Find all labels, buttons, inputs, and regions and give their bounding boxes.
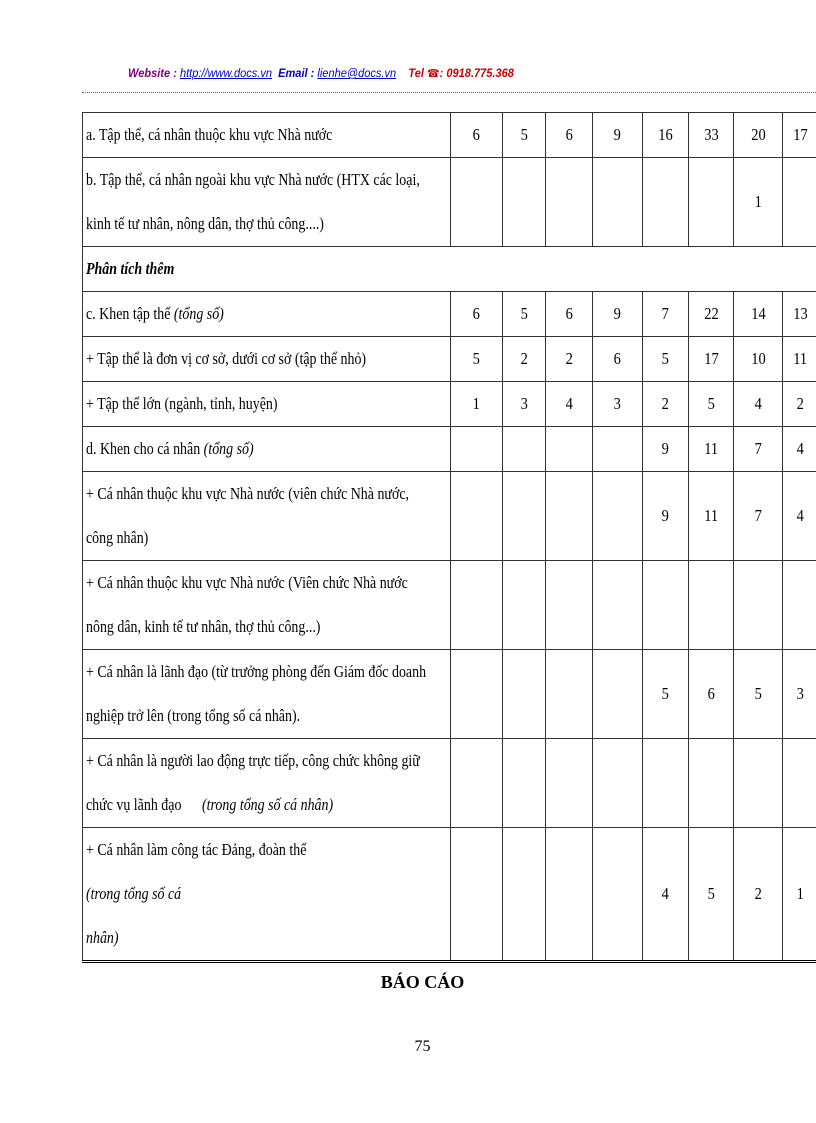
table-row	[83, 337, 816, 382]
value-cell	[643, 158, 689, 247]
value-cell	[734, 739, 783, 828]
value-cell	[593, 650, 643, 739]
cell-value: 6	[472, 125, 481, 144]
table-row	[83, 382, 816, 427]
row-label-text: kinh tế tư nhân, nông dân, thợ thủ công....)	[86, 214, 324, 233]
cell-value: 5	[754, 684, 762, 703]
cell-value: 7	[754, 439, 762, 458]
value-cell	[451, 739, 503, 828]
row-label	[83, 337, 451, 382]
table-row	[83, 472, 816, 561]
value-cell	[689, 561, 734, 650]
value-cell	[451, 382, 503, 427]
value-cell	[503, 739, 546, 828]
cell-value: 4	[796, 439, 805, 458]
value-cell	[546, 292, 593, 337]
cell-value: 33	[703, 125, 719, 144]
value-cell	[546, 382, 593, 427]
value-cell	[783, 337, 816, 382]
cell-value: 9	[661, 506, 670, 525]
value-cell	[734, 158, 783, 247]
value-cell	[503, 828, 546, 962]
value-cell	[503, 382, 546, 427]
cell-value: 5	[661, 684, 670, 703]
row-label-text: công nhân)	[86, 528, 149, 547]
value-cell	[783, 427, 816, 472]
value-cell	[503, 650, 546, 739]
cell-value: 17	[793, 125, 808, 144]
value-cell	[503, 561, 546, 650]
row-label	[83, 561, 451, 650]
value-cell	[546, 650, 593, 739]
value-cell	[734, 828, 783, 962]
value-cell	[643, 113, 689, 158]
cell-value: 17	[703, 349, 719, 368]
value-cell	[546, 427, 593, 472]
cell-value: 10	[750, 349, 766, 368]
value-cell	[546, 561, 593, 650]
value-cell	[593, 739, 643, 828]
value-cell	[593, 427, 643, 472]
cell-value: 6	[565, 304, 573, 323]
row-label	[83, 650, 451, 739]
table-row	[83, 561, 816, 650]
cell-value: 9	[661, 439, 670, 458]
cell-value: 2	[661, 394, 670, 413]
table-row	[83, 739, 816, 828]
row-label-note: (trong tổng số cá	[86, 884, 182, 903]
value-cell	[734, 427, 783, 472]
cell-value: 4	[796, 506, 805, 525]
section-heading: Phân tích thêm	[86, 259, 175, 278]
value-cell	[546, 739, 593, 828]
cell-value: 20	[750, 125, 766, 144]
row-label	[83, 113, 451, 158]
cell-value: 13	[793, 304, 808, 323]
phone-number: : 0918.775.368	[439, 66, 514, 80]
value-cell	[451, 561, 503, 650]
value-cell	[593, 828, 643, 962]
value-cell	[783, 828, 816, 962]
statistics-table	[82, 112, 816, 963]
value-cell	[593, 113, 643, 158]
cell-value: 7	[661, 304, 670, 323]
row-label-text: + Cá nhân là lãnh đạo (từ trưởng phòng đến Giám đốc doanh	[86, 662, 427, 681]
value-cell	[734, 337, 783, 382]
value-cell	[503, 113, 546, 158]
website-label: Website :	[128, 66, 180, 80]
row-label	[83, 828, 451, 962]
value-cell	[734, 650, 783, 739]
cell-value: 3	[613, 394, 622, 413]
email-label: Email :	[278, 66, 318, 80]
row-label	[83, 472, 451, 561]
page-number: 75	[414, 1038, 431, 1055]
value-cell	[593, 472, 643, 561]
page-header	[128, 66, 514, 80]
table-row	[83, 292, 816, 337]
value-cell	[734, 292, 783, 337]
row-label-text: + Cá nhân thuộc khu vực Nhà nước (Viên chức Nhà nước	[86, 573, 408, 592]
value-cell	[643, 739, 689, 828]
value-cell	[451, 650, 503, 739]
value-cell	[546, 337, 593, 382]
value-cell	[783, 292, 816, 337]
value-cell	[593, 561, 643, 650]
table-row	[83, 247, 816, 292]
value-cell	[689, 739, 734, 828]
cell-value: 9	[613, 304, 622, 323]
value-cell	[546, 472, 593, 561]
row-label-note: nhân)	[86, 928, 119, 947]
value-cell	[546, 828, 593, 962]
value-cell	[783, 650, 816, 739]
value-cell	[643, 828, 689, 962]
phone-icon: ☎	[427, 68, 440, 80]
row-label	[83, 247, 816, 292]
value-cell	[643, 427, 689, 472]
value-cell	[783, 382, 816, 427]
row-label	[83, 427, 451, 472]
value-cell	[689, 427, 734, 472]
row-label-text: a. Tập thể, cá nhân thuộc khu vực Nhà nước	[86, 125, 333, 144]
row-label-text	[86, 292, 224, 336]
cell-value: 4	[661, 884, 670, 903]
cell-value: 6	[565, 125, 573, 144]
row-label-text: + Tập thể lớn (ngành, tỉnh, huyện)	[86, 394, 278, 413]
cell-value: 16	[658, 125, 673, 144]
report-title: BÁO CÁO	[380, 972, 465, 992]
cell-value: 1	[754, 192, 762, 211]
row-label-text: + Cá nhân thuộc khu vực Nhà nước (viên chức Nhà nước,	[86, 484, 410, 503]
value-cell	[689, 337, 734, 382]
value-cell	[734, 382, 783, 427]
value-cell	[451, 158, 503, 247]
row-label-main: c. Khen tập thể	[86, 304, 174, 323]
value-cell	[734, 472, 783, 561]
row-label-text: b. Tập thể, cá nhân ngoài khu vực Nhà nước (HTX các loại,	[86, 170, 420, 189]
cell-value: 5	[707, 884, 715, 903]
value-cell	[783, 113, 816, 158]
value-cell	[451, 828, 503, 962]
cell-value: 1	[796, 884, 805, 903]
cell-value: 1	[472, 394, 481, 413]
value-cell	[451, 292, 503, 337]
cell-value: 2	[754, 884, 762, 903]
value-cell	[451, 472, 503, 561]
cell-value: 6	[613, 349, 622, 368]
cell-value: 11	[704, 506, 718, 525]
row-label-note: (tổng số)	[173, 304, 224, 323]
cell-value: 4	[754, 394, 762, 413]
cell-value: 2	[565, 349, 573, 368]
value-cell	[689, 382, 734, 427]
cell-value: 3	[520, 394, 528, 413]
value-cell	[643, 292, 689, 337]
value-cell	[643, 337, 689, 382]
row-label	[83, 158, 451, 247]
value-cell	[643, 561, 689, 650]
cell-value: 4	[565, 394, 573, 413]
cell-value: 22	[703, 304, 719, 323]
row-label-text: + Cá nhân là người lao động trực tiếp, công chức không giữ	[86, 751, 420, 770]
tel-label: Tel	[408, 66, 428, 80]
email-link[interactable]: lienhe@docs.vn	[317, 66, 397, 80]
cell-value: 6	[472, 304, 481, 323]
value-cell	[783, 158, 816, 247]
value-cell	[689, 292, 734, 337]
cell-value: 3	[796, 684, 805, 703]
cell-value: 5	[472, 349, 481, 368]
row-label-text	[86, 427, 254, 471]
value-cell	[643, 382, 689, 427]
value-cell	[503, 427, 546, 472]
table-row	[83, 113, 816, 158]
row-label	[83, 739, 451, 828]
value-cell	[783, 561, 816, 650]
value-cell	[451, 427, 503, 472]
value-cell	[643, 472, 689, 561]
row-label-note: (trong tổng số cá nhân)	[202, 795, 334, 814]
cell-value: 5	[661, 349, 670, 368]
value-cell	[503, 337, 546, 382]
cell-value: 6	[707, 684, 715, 703]
cell-value: 5	[707, 394, 715, 413]
cell-value: 7	[754, 506, 762, 525]
value-cell	[689, 650, 734, 739]
value-cell	[734, 113, 783, 158]
table-row	[83, 650, 816, 739]
cell-value: 11	[793, 349, 808, 368]
row-label-text: nghiệp trở lên (trong tổng số cá nhân).	[86, 706, 301, 725]
row-label-text: + Cá nhân làm công tác Đảng, đoàn thể	[86, 840, 307, 859]
value-cell	[451, 113, 503, 158]
value-cell	[546, 113, 593, 158]
row-label	[83, 292, 451, 337]
value-cell	[783, 739, 816, 828]
website-link[interactable]: http://www.docs.vn	[179, 66, 272, 80]
table-row	[83, 828, 816, 962]
value-cell	[593, 292, 643, 337]
cell-value: 14	[750, 304, 766, 323]
cell-value: 5	[520, 304, 528, 323]
header-divider	[82, 92, 816, 93]
value-cell	[689, 472, 734, 561]
value-cell	[593, 158, 643, 247]
cell-value: 5	[520, 125, 528, 144]
row-label-text: + Tập thể là đơn vị cơ sở, dưới cơ sở (tập thể nhỏ)	[86, 349, 367, 368]
value-cell	[734, 561, 783, 650]
row-label	[83, 382, 451, 427]
value-cell	[689, 828, 734, 962]
row-label-text: nông dân, kinh tế tư nhân, thợ thủ công...)	[86, 617, 321, 636]
row-label-note: (tổng số)	[203, 439, 254, 458]
table-row	[83, 427, 816, 472]
value-cell	[643, 650, 689, 739]
value-cell	[503, 158, 546, 247]
value-cell	[783, 472, 816, 561]
value-cell	[593, 382, 643, 427]
value-cell	[593, 337, 643, 382]
cell-value: 2	[520, 349, 528, 368]
table-row	[83, 158, 816, 247]
row-label-text: chức vụ lãnh đạo	[86, 795, 182, 814]
value-cell	[689, 113, 734, 158]
value-cell	[503, 292, 546, 337]
value-cell	[451, 337, 503, 382]
value-cell	[503, 472, 546, 561]
cell-value: 2	[796, 394, 805, 413]
cell-value: 11	[704, 439, 718, 458]
row-label-main: d. Khen cho cá nhân	[86, 439, 204, 458]
value-cell	[689, 158, 734, 247]
value-cell	[546, 158, 593, 247]
cell-value: 9	[613, 125, 622, 144]
